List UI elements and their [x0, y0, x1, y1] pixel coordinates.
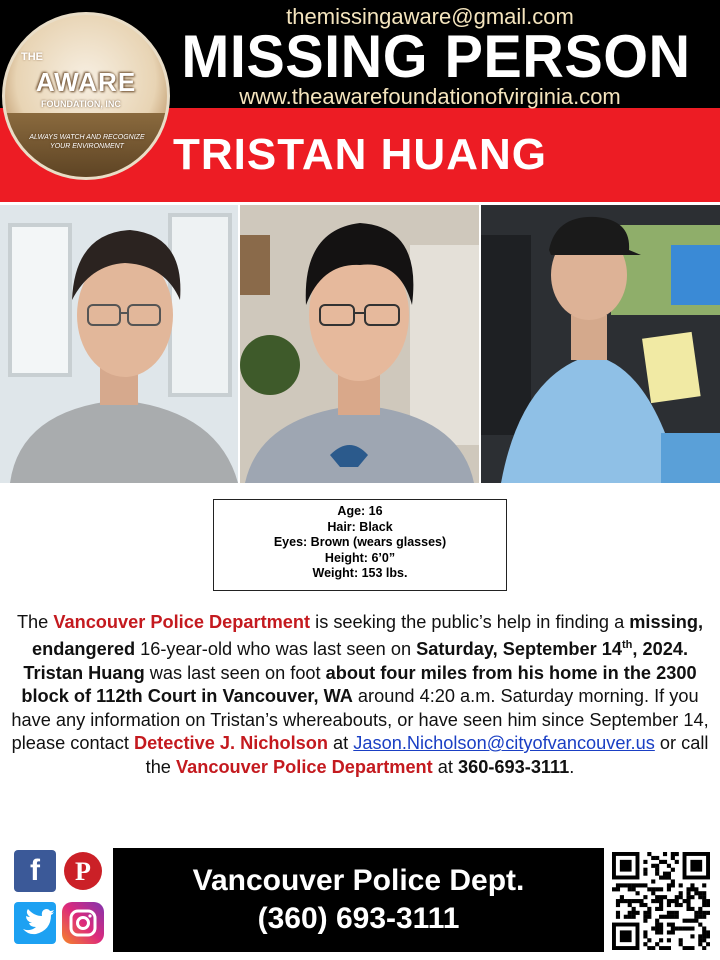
facebook-icon[interactable]: f [14, 850, 56, 892]
detail-weight: Weight: 153 lbs. [312, 566, 408, 580]
para-text-8: at [432, 756, 459, 777]
para-text-9: . [569, 756, 575, 777]
svg-text:P: P [75, 857, 91, 886]
para-date-sup: th [622, 639, 633, 652]
para-text-4: was last seen on foot [144, 662, 326, 683]
poster-title: MISSING PERSON [181, 23, 691, 90]
detail-age: Age: 16 [337, 504, 383, 518]
header-email: themissingaware@gmail.com [286, 4, 574, 29]
photo-1 [0, 205, 238, 483]
photo-3 [481, 205, 720, 483]
logo-aware: AWARE [35, 67, 137, 97]
para-text-6: at [328, 733, 354, 754]
para-date-1: Saturday, September 14 [416, 639, 622, 660]
logo-tagline: ALWAYS WATCH AND RECOGNIZE YOUR ENVIRONMENT [29, 134, 145, 150]
para-text-3: 16-year-old who was last seen on [135, 639, 417, 660]
footer-phone: (360) 693-3111 [257, 902, 460, 935]
para-location: about four miles from his home in the 2300 block of 112th Court in Vancouver, WA [21, 662, 697, 707]
para-detective: Detective J. Nicholson [133, 733, 328, 754]
pinterest-icon[interactable] [62, 850, 104, 892]
logo-foundation: FOUNDATION, INC [41, 99, 121, 109]
footer-department: Vancouver Police Dept. [192, 864, 525, 897]
qr-code-icon[interactable] [612, 852, 710, 950]
detail-eyes: Eyes: Brown (wears glasses) [273, 535, 447, 549]
para-text-2: is seeking the public’s help in finding a [310, 612, 630, 632]
para-missing: missing, endangered [31, 612, 704, 660]
missing-person-name: TRISTAN HUANG [173, 130, 547, 179]
physical-description-box [213, 499, 507, 591]
para-text-1: The [16, 612, 54, 632]
social-icons [12, 848, 106, 948]
footer-contact-box [113, 848, 604, 952]
twitter-icon[interactable] [14, 902, 56, 944]
para-text-5: around 4:20 a.m. Saturday morning. If you have any information on Tristan’s whereabouts, or have seen him since September 14, please contact [11, 686, 709, 754]
instagram-icon[interactable] [62, 902, 104, 944]
para-date-2: , 2024. Tristan Huang [23, 639, 689, 683]
logo-the: THE [21, 51, 43, 63]
description-paragraph [10, 611, 710, 779]
para-text-7: or call the [145, 733, 709, 777]
detail-hair: Hair: Black [327, 519, 393, 534]
para-phone: 360-693-3111 [458, 756, 570, 777]
para-vpd-1: Vancouver Police Department [53, 612, 311, 632]
header-website: www.theawarefoundationofvirginia.com [239, 84, 621, 109]
detail-height: Height: 6’0” [324, 550, 396, 565]
para-vpd-2: Vancouver Police Department [175, 756, 433, 777]
detective-email-link[interactable]: Jason.Nicholson@cityofvancouver.us [353, 733, 655, 754]
photo-2 [240, 205, 479, 483]
